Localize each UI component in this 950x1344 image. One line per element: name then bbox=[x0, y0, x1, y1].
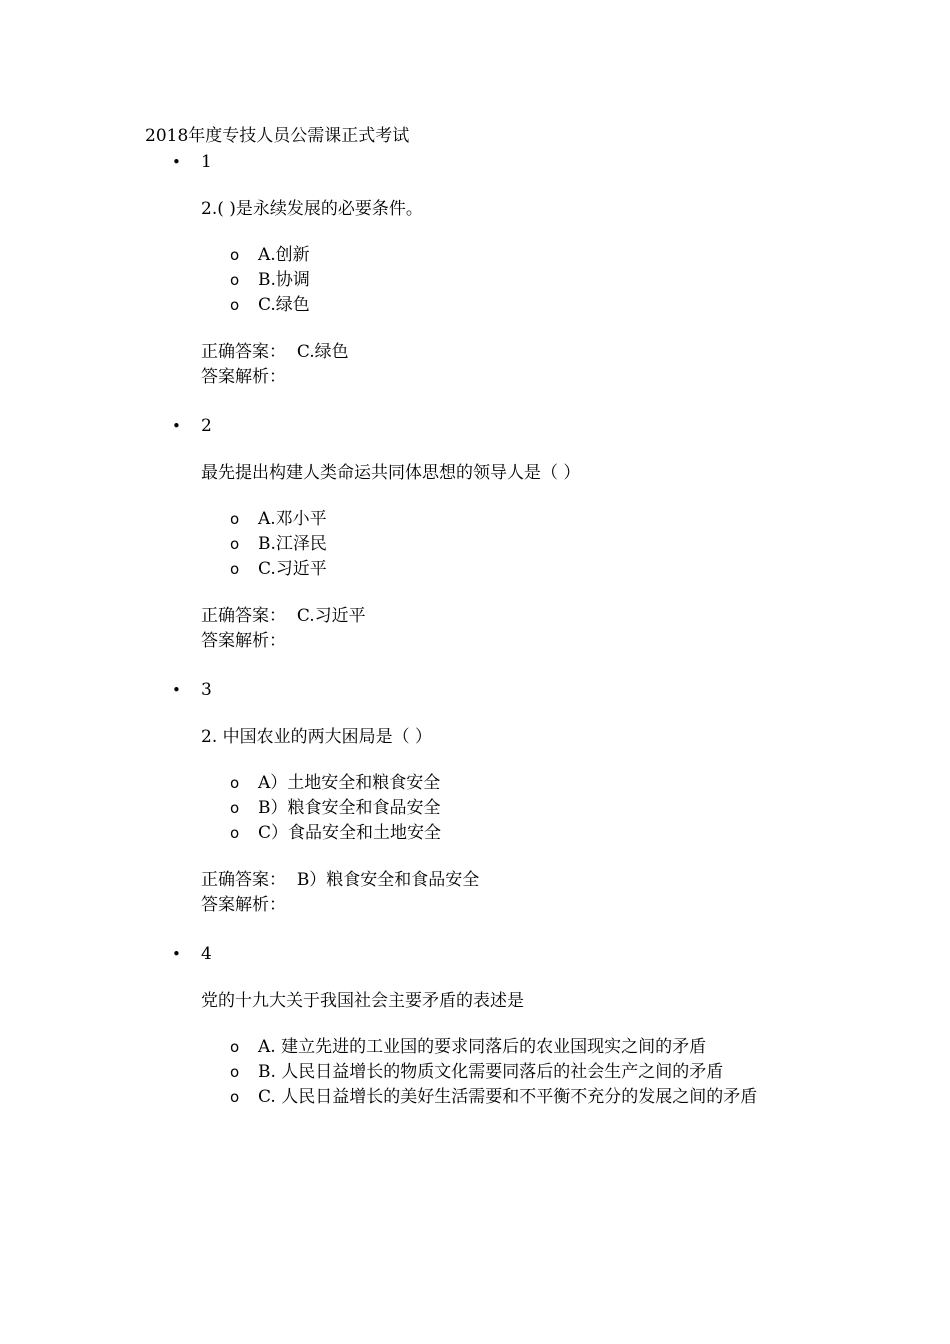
correct-answer bbox=[201, 868, 479, 893]
option-a bbox=[0, 1035, 950, 1060]
option-text: A.邓小平 bbox=[258, 509, 327, 529]
option-marker-icon: o bbox=[230, 774, 240, 792]
option-c bbox=[0, 557, 950, 582]
answer-label: 正确答案： bbox=[201, 342, 286, 362]
question-number: 4 bbox=[201, 944, 212, 964]
question-stem: 党的十九大关于我国社会主要矛盾的表述是 bbox=[201, 991, 524, 1011]
option-text: C.绿色 bbox=[258, 295, 310, 315]
option-list bbox=[0, 771, 950, 846]
answer-value: B）粮食安全和食品安全 bbox=[296, 870, 480, 890]
option-c bbox=[0, 1085, 950, 1135]
option-marker-icon: o bbox=[230, 1088, 240, 1106]
option-marker-icon: o bbox=[230, 560, 240, 578]
option-text: C）食品安全和土地安全 bbox=[258, 823, 442, 843]
bullet-icon: • bbox=[172, 417, 181, 435]
option-list bbox=[0, 243, 950, 318]
option-text: A. 建立先进的工业国的要求同落后的农业国现实之间的矛盾 bbox=[258, 1037, 707, 1057]
option-b bbox=[0, 532, 950, 557]
bullet-icon: • bbox=[172, 681, 181, 699]
option-a bbox=[0, 243, 950, 268]
answer-analysis-label: 答案解析： bbox=[201, 895, 286, 915]
option-text: C. 人民日益增长的美好生活需要和不平衡不充分的发展之间的矛盾 bbox=[258, 1087, 758, 1107]
answer-label: 正确答案： bbox=[201, 870, 286, 890]
option-text: A.创新 bbox=[258, 245, 310, 265]
option-list bbox=[0, 507, 950, 582]
option-c bbox=[0, 821, 950, 846]
answer-value: C.习近平 bbox=[296, 606, 366, 626]
option-text: B. 人民日益增长的物质文化需要同落后的社会生产之间的矛盾 bbox=[258, 1062, 724, 1082]
question-stem: 2.( )是永续发展的必要条件。 bbox=[201, 199, 423, 219]
option-text: B.协调 bbox=[258, 270, 310, 290]
option-marker-icon: o bbox=[230, 799, 240, 817]
option-marker-icon: o bbox=[230, 535, 240, 553]
question-stem: 2. 中国农业的两大困局是（ ） bbox=[201, 727, 433, 747]
option-a bbox=[0, 507, 950, 532]
option-a bbox=[0, 771, 950, 796]
question-number: 2 bbox=[201, 416, 212, 436]
answer-analysis-label: 答案解析： bbox=[201, 367, 286, 387]
bullet-icon: • bbox=[172, 153, 181, 171]
option-b bbox=[0, 1060, 950, 1085]
question-number: 1 bbox=[201, 152, 212, 172]
correct-answer bbox=[201, 340, 349, 365]
option-text: B）粮食安全和食品安全 bbox=[258, 798, 441, 818]
option-marker-icon: o bbox=[230, 271, 240, 289]
option-b bbox=[0, 268, 950, 293]
document-title: 2018年度专技人员公需课正式考试 bbox=[145, 126, 410, 146]
answer-value: C.绿色 bbox=[296, 342, 349, 362]
option-marker-icon: o bbox=[230, 510, 240, 528]
option-text: B.江泽民 bbox=[258, 534, 327, 554]
option-c bbox=[0, 293, 950, 318]
answer-analysis-label: 答案解析： bbox=[201, 631, 286, 651]
question-number: 3 bbox=[201, 680, 212, 700]
option-marker-icon: o bbox=[230, 1038, 240, 1056]
correct-answer bbox=[201, 604, 366, 629]
option-b bbox=[0, 796, 950, 821]
option-text: A）土地安全和粮食安全 bbox=[258, 773, 441, 793]
option-marker-icon: o bbox=[230, 1063, 240, 1081]
option-marker-icon: o bbox=[230, 824, 240, 842]
answer-label: 正确答案： bbox=[201, 606, 286, 626]
option-text: C.习近平 bbox=[258, 559, 327, 579]
option-marker-icon: o bbox=[230, 246, 240, 264]
bullet-icon: • bbox=[172, 945, 181, 963]
option-marker-icon: o bbox=[230, 296, 240, 314]
option-list bbox=[0, 1035, 950, 1135]
question-stem: 最先提出构建人类命运共同体思想的领导人是（ ） bbox=[201, 463, 581, 483]
